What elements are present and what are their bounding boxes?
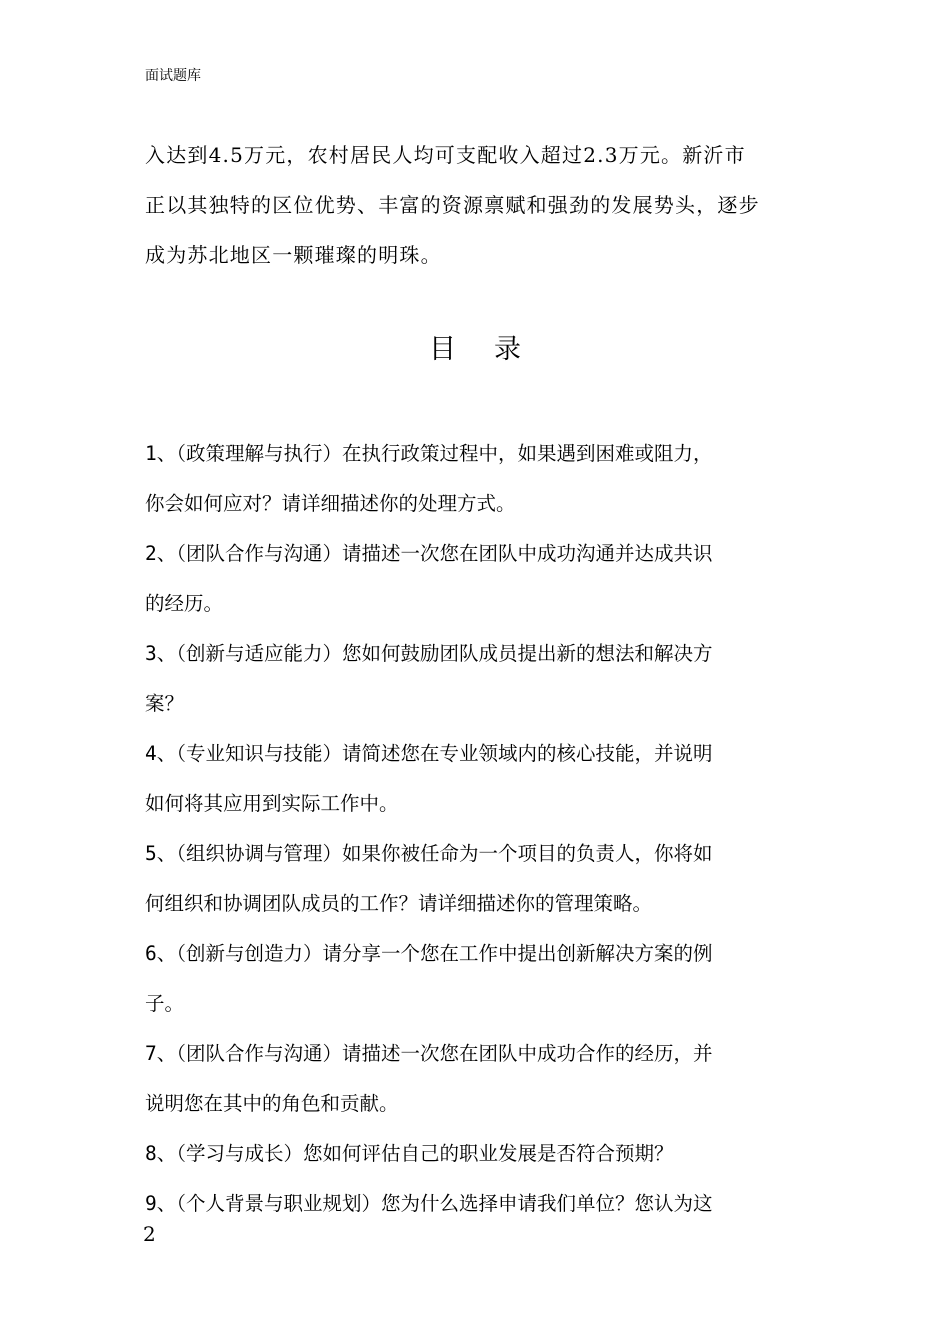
toc-item-5-continued: 何组织和协调团队成员的工作？请详细描述你的管理策略。	[145, 892, 653, 915]
toc-list	[145, 429, 810, 1229]
toc-item-7: 7、（团队合作与沟通）请描述一次您在团队中成功合作的经历，并	[145, 1042, 713, 1065]
toc-item-1: 1、（政策理解与执行）在执行政策过程中，如果遇到困难或阻力，	[145, 442, 713, 465]
page-header: 面试题库	[145, 68, 201, 84]
paragraph-line: 成为苏北地区一颗璀璨的明珠。	[145, 243, 442, 267]
toc-title: 目录	[429, 334, 559, 365]
paragraph-line: 正以其独特的区位优势、丰富的资源禀赋和强劲的发展势头，逐步	[145, 193, 760, 217]
toc-item-8: 8、（学习与成长）您如何评估自己的职业发展是否符合预期？	[145, 1142, 674, 1165]
toc-item-9: 9、（个人背景与职业规划）您为什么选择申请我们单位？您认为这	[145, 1192, 713, 1215]
toc-item-5: 5、（组织协调与管理）如果你被任命为一个项目的负责人，你将如	[145, 842, 713, 865]
toc-item-7-continued: 说明您在其中的角色和贡献。	[145, 1092, 399, 1115]
page-number: 2	[143, 1222, 156, 1246]
toc-item-2: 2、（团队合作与沟通）请描述一次您在团队中成功沟通并达成共识	[145, 542, 713, 565]
toc-item-4-continued: 如何将其应用到实际工作中。	[145, 792, 399, 815]
toc-item-4: 4、（专业知识与技能）请简述您在专业领域内的核心技能，并说明	[145, 742, 713, 765]
toc-item-1-continued: 你会如何应对？请详细描述你的处理方式。	[145, 492, 516, 515]
intro-paragraph	[145, 130, 810, 280]
toc-item-6-continued: 子。	[145, 992, 185, 1015]
toc-item-3-continued: 案？	[145, 692, 185, 715]
paragraph-line: 入达到4.5万元，农村居民人均可支配收入超过2.3万元。新沂市	[145, 143, 746, 167]
toc-item-3: 3、（创新与适应能力）您如何鼓励团队成员提出新的想法和解决方	[145, 642, 713, 665]
toc-item-6: 6、（创新与创造力）请分享一个您在工作中提出创新解决方案的例	[145, 942, 713, 965]
toc-item-2-continued: 的经历。	[145, 592, 224, 615]
